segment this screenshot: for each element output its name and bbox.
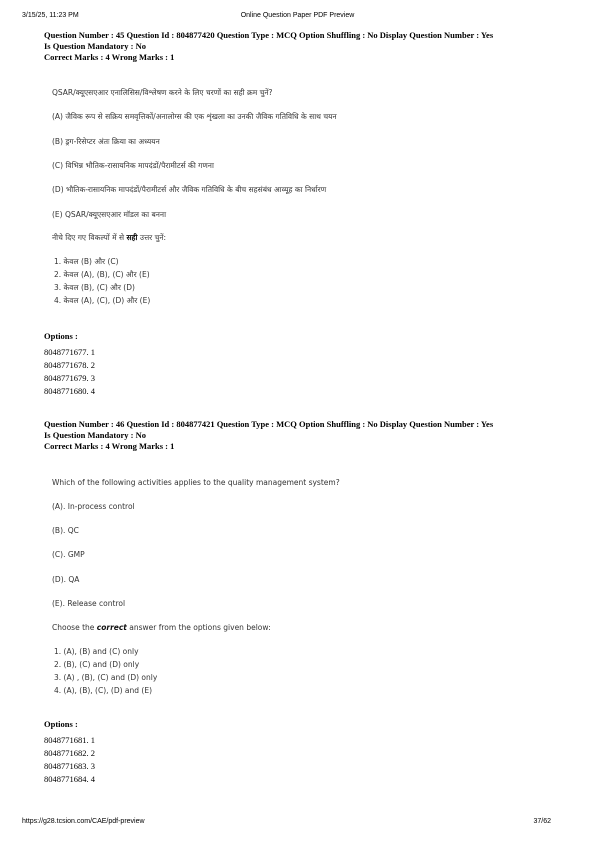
- question-45: [44, 30, 564, 63]
- instruction: [52, 233, 166, 243]
- option-id: 8048771682. 2: [44, 748, 95, 758]
- options-46: [44, 719, 564, 786]
- instruction-emphasis: सही: [126, 233, 138, 242]
- instruction-post: answer from the options given below:: [126, 623, 271, 632]
- option-id: 8048771678. 2: [44, 360, 95, 370]
- option-id: 8048771680. 4: [44, 386, 95, 396]
- choice-4: 4. (A), (B), (C), (D) and (E): [54, 686, 153, 695]
- option-id: 8048771677. 1: [44, 347, 95, 357]
- choice-1: 1. (A), (B) and (C) only: [54, 647, 139, 656]
- question-mandatory: Is Question Mandatory : No: [44, 430, 147, 440]
- header-title: Online Question Paper PDF Preview: [240, 12, 355, 19]
- instruction: [52, 623, 271, 632]
- statement-a: (A). In-process control: [52, 502, 135, 511]
- choice-1: 1. केवल (B) और (C): [54, 257, 119, 266]
- page-number: 37/62: [533, 818, 551, 825]
- question-meta-line: Question Number : 46 Question Id : 804877421 Question Type : MCQ Option Shuffling : No Display Question Number : Yes: [44, 419, 494, 429]
- question-46: [44, 419, 564, 452]
- choice-3: 3. केवल (B), (C) और (D): [54, 283, 135, 292]
- question-meta: [44, 419, 564, 452]
- question-stem: QSAR/क्यूएसएआर एनालिसिस/विश्लेषण करने के लिए चरणों का सही क्रम चुनें?: [52, 88, 273, 97]
- instruction-pre: Choose the: [52, 623, 97, 632]
- statement-d: (D). QA: [52, 575, 80, 584]
- header-timestamp: 3/15/25, 11:23 PM: [22, 12, 79, 19]
- instruction-pre: नीचे दिए गए विकल्पों में से: [52, 233, 127, 242]
- statement-c: (C). GMP: [52, 550, 85, 559]
- option-id: 8048771684. 4: [44, 774, 95, 784]
- choice-4: 4. केवल (A), (C), (D) और (E): [54, 296, 151, 305]
- question-marks: Correct Marks : 4 Wrong Marks : 1: [44, 52, 175, 62]
- options-45: [44, 331, 564, 398]
- question-meta-line: Question Number : 45 Question Id : 804877420 Question Type : MCQ Option Shuffling : No Display Question Number : Yes: [44, 30, 494, 40]
- instruction-emphasis: correct: [96, 623, 127, 632]
- question-meta: [44, 30, 564, 63]
- options-title: Options :: [44, 331, 78, 341]
- statement-d: (D) भौतिक-रासायनिक मापदंडों/पैरामीटर्स और जैविक गतिविधि के बीच सहसंबंध आव्यूह का निर्धारण: [52, 185, 327, 194]
- statement-a: (A) जैविक रूप से सक्रिय समवृत्तिकों/अनालोग्स की एक शृंखला का उनकी जैविक गतिविधि के साथ चयन: [52, 112, 337, 121]
- statement-b: (B). QC: [52, 526, 79, 535]
- page-header: [22, 12, 573, 24]
- choice-3: 3. (A) , (B), (C) and (D) only: [54, 673, 158, 682]
- statement-b: (B) ड्रग-रिसेप्टर अंतः क्रिया का अध्ययन: [52, 137, 160, 146]
- option-id: 8048771681. 1: [44, 735, 95, 745]
- statement-c: (C) विभिन्न भौतिक-रासायनिक मापदंडों/पैरामीटर्स की गणना: [52, 161, 214, 170]
- choice-2: 2. (B), (C) and (D) only: [54, 660, 140, 669]
- question-mandatory: Is Question Mandatory : No: [44, 41, 147, 51]
- question-marks: Correct Marks : 4 Wrong Marks : 1: [44, 441, 175, 451]
- statement-e: (E) QSAR/क्यूएसएआर मॉडल का बनना: [52, 210, 167, 219]
- page-footer: [22, 818, 573, 830]
- option-id: 8048771683. 3: [44, 761, 95, 771]
- choice-2: 2. केवल (A), (B), (C) और (E): [54, 270, 150, 279]
- instruction-post: उत्तर चुनें:: [137, 233, 167, 242]
- options-title: Options :: [44, 719, 78, 729]
- footer-url: https://g28.tcsion.com/CAE/pdf-preview: [22, 818, 145, 825]
- question-stem: Which of the following activities applies to the quality management system?: [52, 478, 340, 487]
- statement-e: (E). Release control: [52, 599, 126, 608]
- option-id: 8048771679. 3: [44, 373, 95, 383]
